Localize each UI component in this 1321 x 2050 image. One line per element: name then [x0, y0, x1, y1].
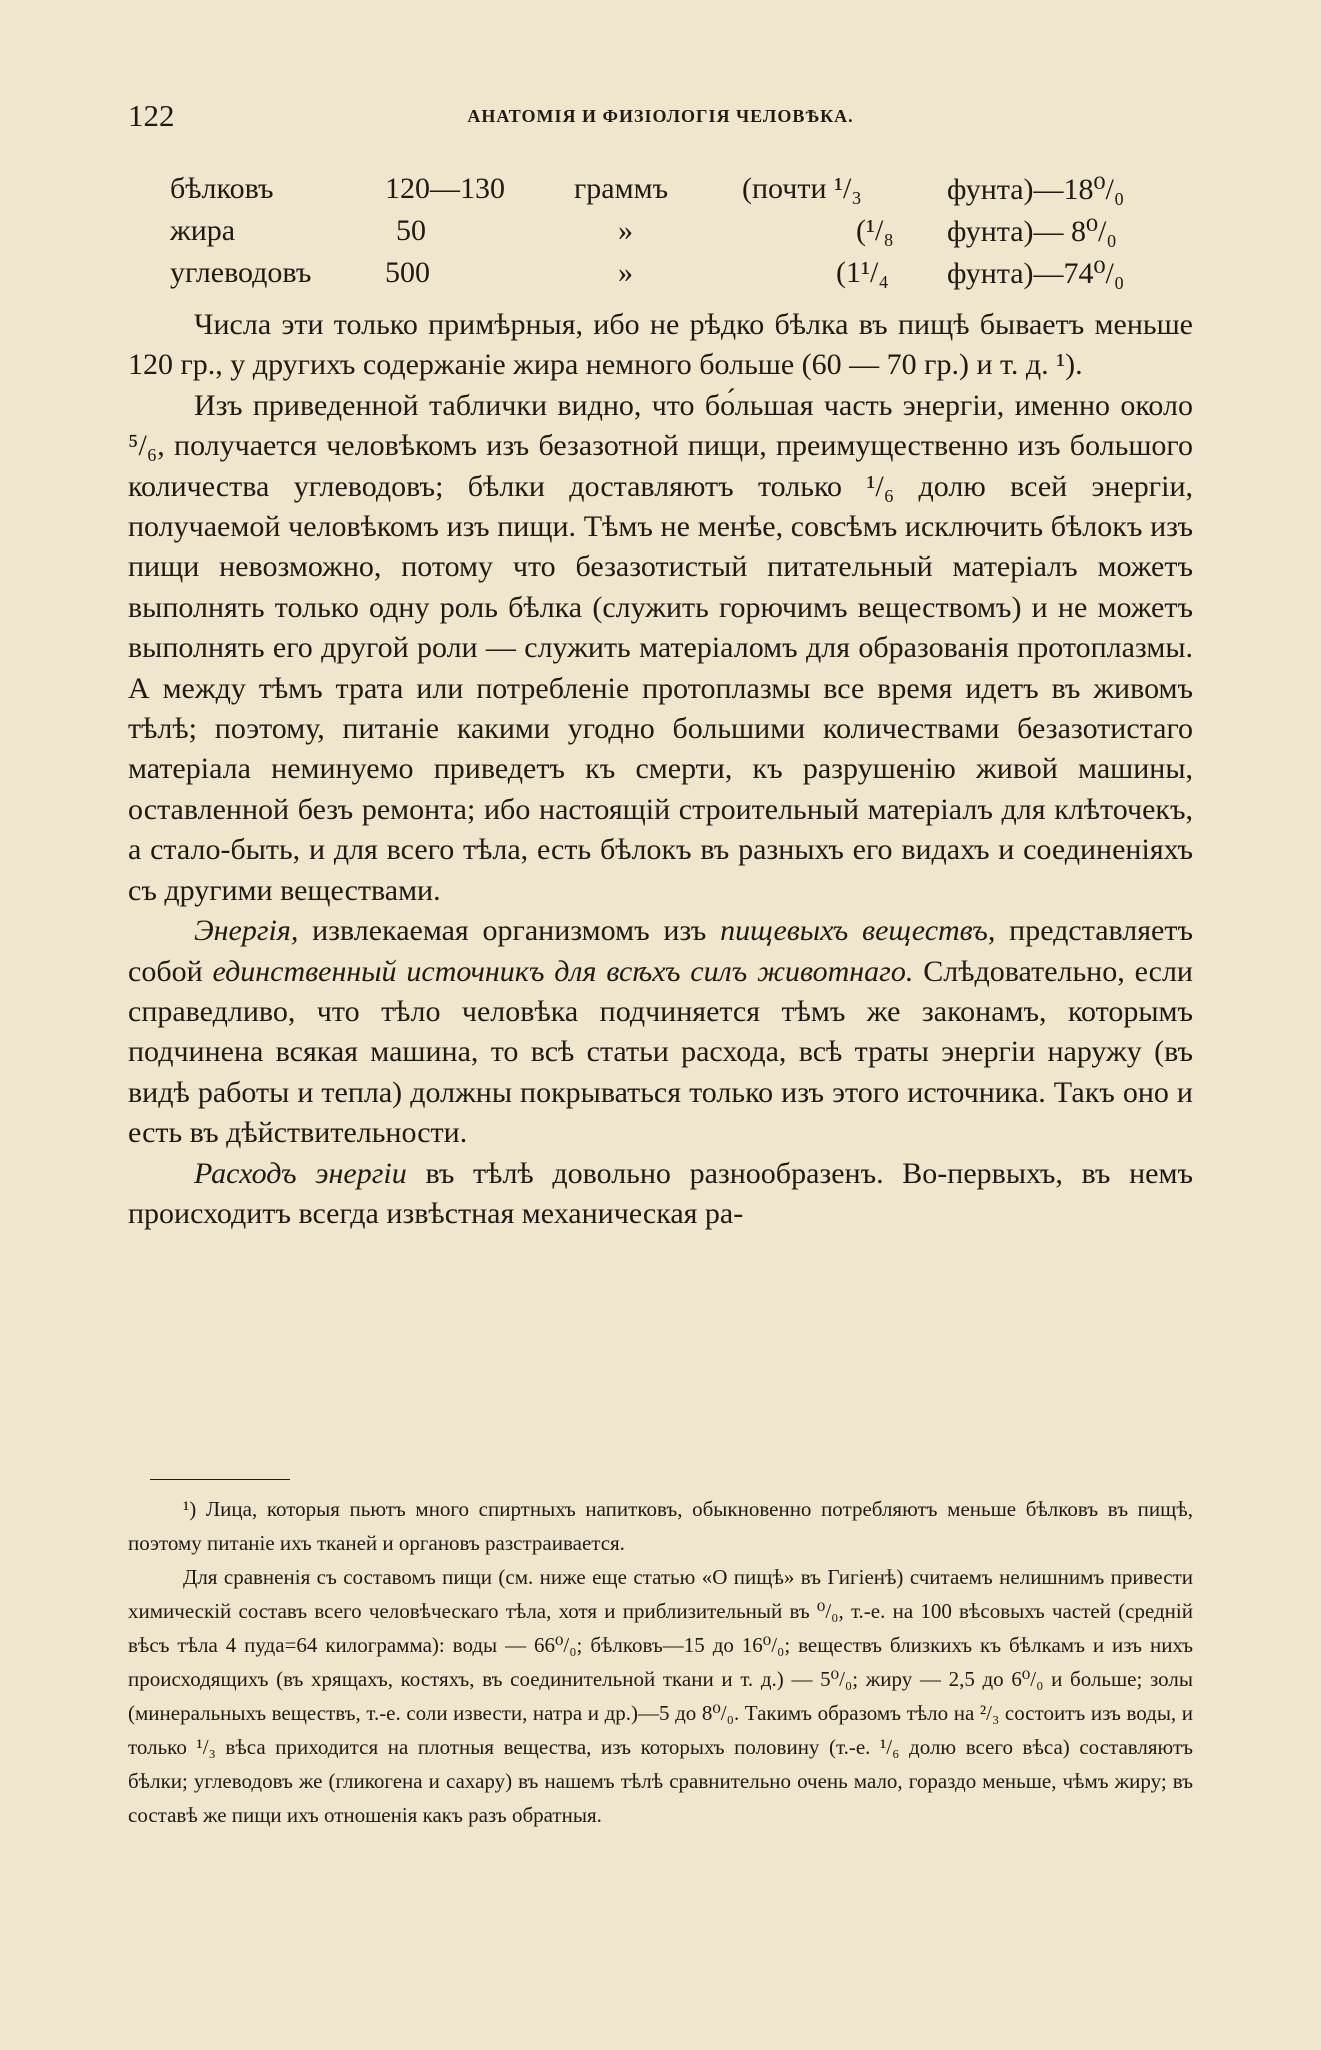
nutrient-fraction: (1¹/₄	[836, 256, 889, 289]
paragraph-text: представляетъ собой	[128, 914, 1193, 988]
paragraph-text: Слѣдовательно, если справедливо, что тѣло человѣка подчиняется тѣмъ же законамъ, которымъ подчинена всякая машина, то всѣ статьи расхода, всѣ траты энергіи наружу (въ видѣ работы и тепла) должны покрываться только изъ этого источника. Такъ оно и есть въ дѣйствительности.	[128, 954, 1193, 1150]
table-row	[170, 214, 1170, 256]
paragraph-text: извлекаемая организмомъ изъ	[298, 914, 721, 948]
italic-term: пищевыхъ веществъ,	[720, 914, 996, 948]
nutrient-name: углеводовъ	[170, 256, 312, 289]
body-text	[128, 305, 1193, 1234]
paragraph: Числа эти только примѣрныя, ибо не рѣдко бѣлка въ пищѣ бываетъ меньше 120 гр., у другихъ содержаніе жира немного больше (60 — 70 гр.) и т. д. ¹).	[128, 308, 1193, 382]
nutrient-amount: 500	[385, 256, 430, 289]
nutrient-percent: фунта)— 8⁰/₀	[947, 215, 1117, 248]
nutrient-amount: 120—130	[385, 172, 505, 205]
nutrient-amount: 50	[396, 214, 426, 247]
nutrient-fraction: (¹/₈	[856, 214, 894, 247]
running-title: АНАТОМІЯ И ФИЗІОЛОГІЯ ЧЕЛОВѢКА.	[467, 106, 854, 126]
nutrient-unit: »	[618, 256, 633, 289]
nutrient-unit: »	[618, 214, 633, 247]
nutrient-name: бѣлковъ	[170, 172, 274, 205]
paragraph-text: въ тѣлѣ довольно разнообразенъ. Во-первыхъ, въ немъ происходитъ всегда извѣстная механическая ра-	[128, 1156, 1193, 1230]
nutrient-name: жира	[170, 214, 236, 247]
nutrient-table	[170, 172, 1170, 298]
footnote-divider	[150, 1479, 290, 1480]
footnote: Для сравненія съ составомъ пищи (см. ниже еще статью «О пищѣ» въ Гигіенѣ) считаемъ нелишнимъ привести химическій составъ всего человѣческаго тѣла, хотя и приблизительный въ ⁰/₀, т.-е. на 100 вѣсовыхъ частей (средній вѣсъ тѣла 4 пуда=64 килограмма): воды — 66⁰/₀; бѣлковъ—15 до 16⁰/₀; веществъ близкихъ къ бѣлкамъ и изъ нихъ происходящихъ (въ хрящахъ, костяхъ, въ соединительной ткани и т. д.) — 5⁰/₀; жиру — 2,5 до 6⁰/₀ и больше; золы (минеральныхъ веществъ, т.-е. соли извести, натра и др.)—5 до 8⁰/₀. Такимъ образомъ тѣло на ²/₃ состоитъ изъ воды, и только ¹/₃ вѣса приходится на плотныя вещества, изъ которыхъ половину (т.-е. ¹/₆ долю всего вѣса) составляютъ бѣлки; углеводовъ же (гликогена и сахару) въ нашемъ тѣлѣ сравнительно очень мало, гораздо меньше, чѣмъ жиру; въ составѣ же пищи ихъ отношенія какъ разъ обратныя.	[128, 1565, 1193, 1827]
italic-term: Энергія,	[194, 914, 299, 948]
table-row	[170, 172, 1170, 214]
page-number: 122	[128, 98, 175, 133]
nutrient-percent: фунта)—18⁰/₀	[947, 173, 1125, 206]
footnote: ¹) Лица, которыя пьютъ много спиртныхъ напитковъ, обыкновенно потребляютъ меньше бѣлковъ въ пищѣ, поэтому питаніе ихъ тканей и органовъ разстраивается.	[128, 1497, 1193, 1555]
table-row	[170, 256, 1170, 298]
nutrient-fraction: (почти ¹/₃	[742, 172, 862, 205]
italic-term: Расходъ энергіи	[194, 1156, 407, 1190]
paragraph	[128, 1154, 1193, 1235]
page-header	[128, 98, 1193, 138]
paragraph: Изъ приведенной таблички видно, что бо́льшая часть энергіи, именно около ⁵/₆, получается человѣкомъ изъ безазотной пищи, преимущественно изъ большого количества углеводовъ; бѣлки доставляютъ только ¹/₆ долю всей энергіи, получаемой человѣкомъ изъ пищи. Тѣмъ не менѣе, совсѣмъ исключить бѣлокъ изъ пищи невозможно, потому что безазотистый питательный матеріалъ можетъ выполнять только одну роль бѣлка (служить горючимъ веществомъ) и не можетъ выполнять его другой роли — служить матеріаломъ для образованія протоплазмы. А между тѣмъ трата или потребленіе протоплазмы все время идетъ въ живомъ тѣлѣ; поэтому, питаніе какими угодно большими количествами безазотистаго матеріала неминуемо приведетъ къ смерти, къ разрушенію живой машины, оставленной безъ ремонта; ибо настоящій строительный матеріалъ для клѣточекъ, а стало-быть, и для всего тѣла, есть бѣлокъ въ разныхъ его видахъ и соединеніяхъ съ другими веществами.	[128, 388, 1193, 907]
nutrient-unit: граммъ	[574, 172, 669, 205]
paragraph	[128, 911, 1193, 1153]
nutrient-percent: фунта)—74⁰/₀	[947, 257, 1125, 290]
footnotes	[128, 1492, 1193, 1832]
italic-phrase: единственный источникъ для всѣхъ силъ животнаго.	[212, 954, 914, 988]
